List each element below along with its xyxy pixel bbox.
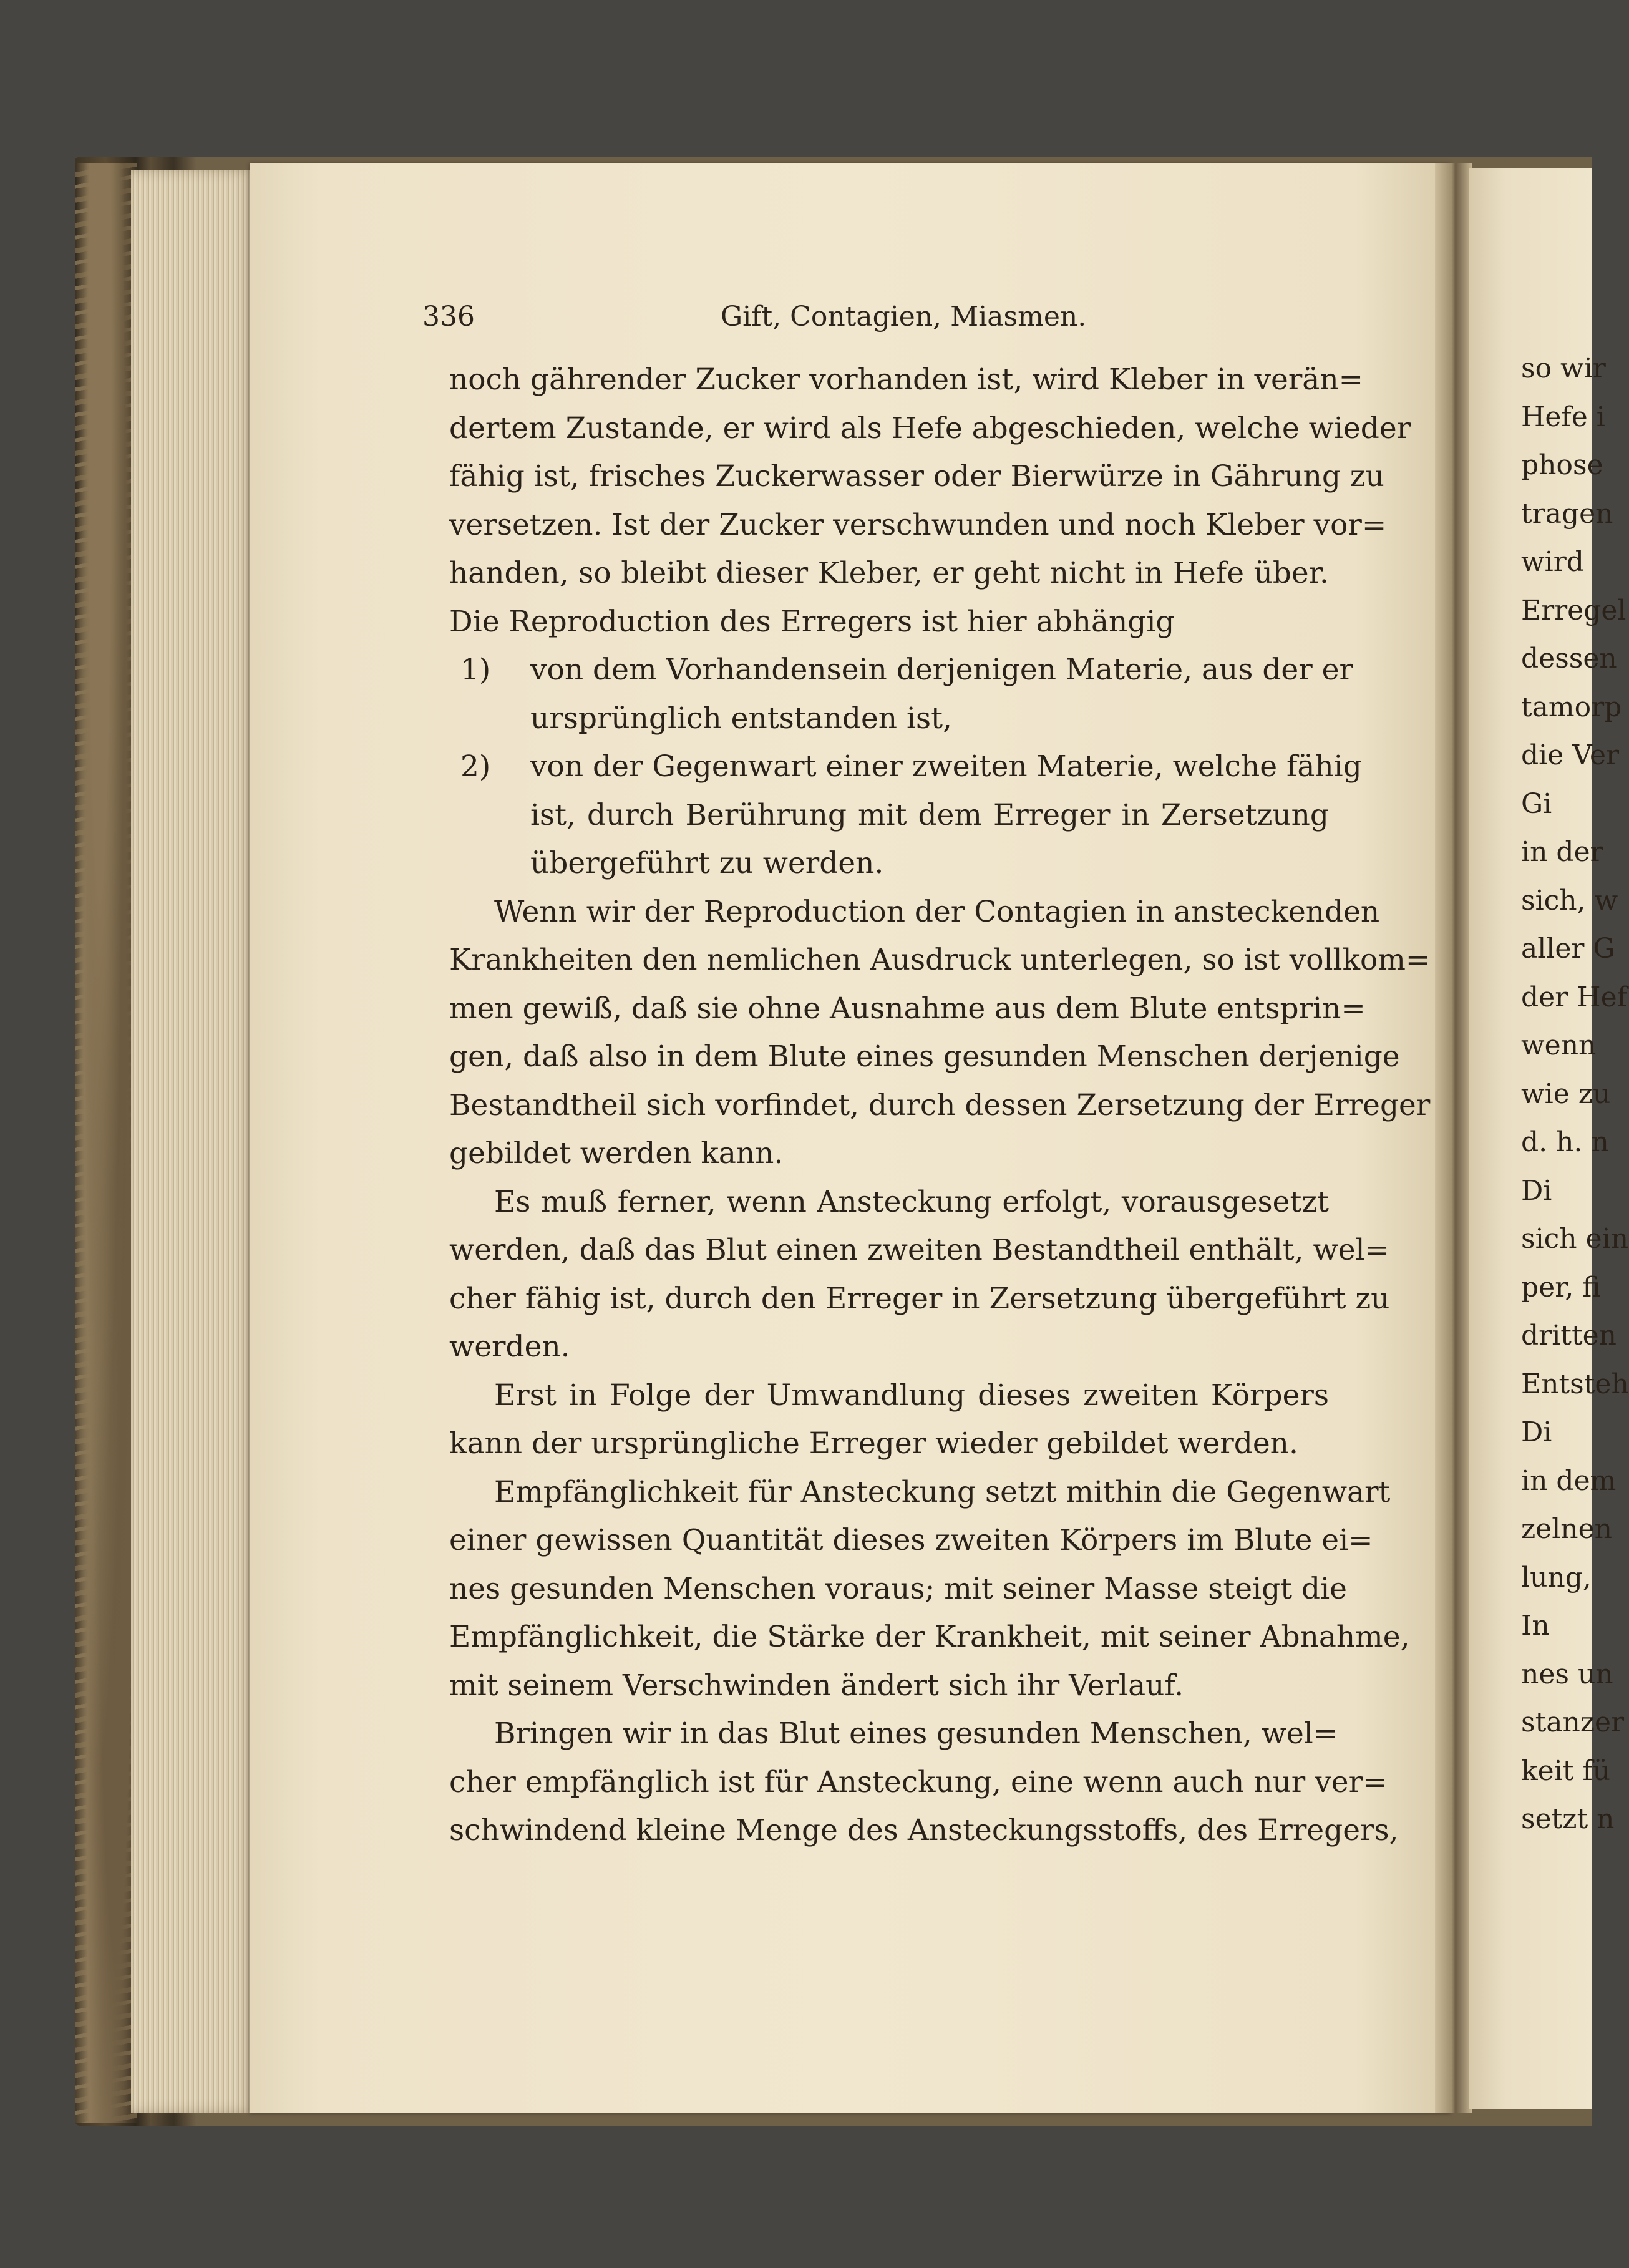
right-page-line: Erregel [1521, 594, 1627, 626]
line-text: ursprünglich entstanden ist, [530, 701, 952, 736]
text-line [449, 1275, 1390, 1323]
line-text: von der Gegenwart einer zweiten Materie, welche fähig [530, 749, 1362, 784]
text-line [449, 404, 1411, 453]
right-page-line: sich ein [1521, 1223, 1629, 1255]
marbled-edge [75, 163, 137, 2123]
line-text: schwindend kleine Menge des Ansteckungsstoffs, des Erregers, [449, 1813, 1399, 1847]
list-number: 2) [460, 749, 491, 784]
text-line [449, 356, 1363, 404]
right-page-line: Hefe i [1521, 401, 1605, 433]
right-page-line: stanzer [1521, 1706, 1625, 1738]
right-page-line: nes un [1521, 1658, 1613, 1690]
page-stack-edges [131, 170, 256, 2113]
right-page-line: sich, w [1521, 884, 1618, 917]
line-text: Wenn wir der Reproduction der Contagien in ansteckenden [494, 894, 1380, 929]
line-text: fähig ist, frisches Zuckerwasser oder Bierwürze in Gährung zu [449, 459, 1384, 494]
line-text: men gewiß, daß sie ohne Ausnahme aus dem Blute entsprin= [449, 991, 1366, 1026]
right-page-line: dessen [1521, 643, 1617, 674]
text-line [449, 742, 1362, 791]
right-page-line: Di [1521, 1416, 1552, 1448]
text-line [449, 1662, 1329, 1710]
text-line [449, 985, 1366, 1033]
page-header [422, 301, 1340, 338]
line-text: gebildet werden kann. [449, 1136, 784, 1171]
line-text: Krankheiten den nemlichen Ausdruck unterlegen, so ist vollkom= [449, 943, 1431, 977]
right-page-line: keit fü [1521, 1755, 1611, 1787]
right-page-line: in dem [1521, 1464, 1617, 1497]
right-page-line: wird [1521, 546, 1584, 578]
line-text: Die Reproduction des Erregers ist hier abhängig [449, 604, 1175, 639]
line-text: mit seinem Verschwinden ändert sich ihr Verlauf. [449, 1668, 1184, 1703]
line-text: handen, so bleibt dieser Kleber, er geht nicht in Hefe über. [449, 556, 1329, 590]
right-page-line: lung, [1521, 1561, 1592, 1594]
line-text: Es muß ferner, wenn Ansteckung erfolgt, vorausgesetzt [494, 1184, 1329, 1219]
text-line [449, 1516, 1373, 1565]
text-line [449, 1129, 1329, 1178]
right-page-line: tamorp [1521, 691, 1622, 723]
line-text: versetzen. Ist der Zucker verschwunden und noch Kleber vor= [449, 507, 1387, 542]
text-line [449, 791, 1329, 840]
right-page-line: die Ver [1521, 739, 1620, 771]
text-line [449, 1371, 1329, 1420]
text-line [449, 501, 1387, 550]
line-text: von dem Vorhandensein derjenigen Materie, aus der er [530, 653, 1353, 687]
text-line [449, 1419, 1329, 1468]
text-line [449, 936, 1431, 985]
text-line [449, 598, 1329, 646]
right-page-line: tragen [1521, 497, 1613, 530]
right-page-line: Gi [1521, 787, 1552, 820]
line-text: dertem Zustande, er wird als Hefe abgeschieden, welche wieder [449, 411, 1411, 445]
line-text: nes gesunden Menschen voraus; mit seiner Masse steigt die [449, 1571, 1347, 1606]
right-page-line: setzt n [1521, 1803, 1615, 1835]
right-page-line: Di [1521, 1174, 1552, 1207]
line-text: ist, durch Berührung mit dem Erreger in Zersetzung [530, 797, 1329, 832]
running-title: Gift, Contagien, Miasmen. [721, 301, 1087, 333]
text-line [449, 1565, 1347, 1613]
line-text: gen, daß also in dem Blute eines gesunden Menschen derjenige [449, 1039, 1400, 1074]
line-text: Bestandtheil sich vorfindet, durch dessen Zersetzung der Erreger [449, 1088, 1431, 1122]
line-text: cher fähig ist, durch den Erreger in Zersetzung übergeführt zu [449, 1281, 1390, 1316]
right-page-line: dritten [1521, 1320, 1617, 1351]
text-line [449, 1806, 1399, 1855]
line-text: einer gewissen Quantität dieses zweiten Körpers im Blute ei= [449, 1523, 1373, 1557]
text-line [449, 839, 1329, 888]
list-number: 1) [460, 653, 491, 687]
line-text: übergeführt zu werden. [530, 846, 884, 880]
right-page-text-fragments [1521, 344, 1629, 1844]
text-line [449, 1758, 1388, 1807]
text-line [449, 1468, 1391, 1517]
right-page-line: phose [1521, 449, 1603, 481]
page-number: 336 [422, 301, 475, 333]
right-page-line: wie zu [1521, 1078, 1611, 1110]
right-page-line: Entsteh [1521, 1368, 1629, 1400]
line-text: werden, daß das Blut einen zweiten Bestandtheil enthält, wel= [449, 1233, 1389, 1267]
line-text: kann der ursprüngliche Erreger wieder gebildet werden. [449, 1426, 1298, 1461]
line-text: noch gährender Zucker vorhanden ist, wird Kleber in verän= [449, 363, 1363, 397]
line-text: cher empfänglich ist für Ansteckung, eine wenn auch nur ver= [449, 1764, 1388, 1799]
right-page-line: wenn [1521, 1029, 1597, 1061]
right-page-line: zelnen [1521, 1513, 1613, 1545]
text-line [449, 1226, 1389, 1275]
right-page-line: der Hef [1521, 981, 1627, 1013]
body-text [449, 356, 1431, 1855]
line-text: Erst in Folge der Umwandlung dieses zweiten Körpers [494, 1378, 1329, 1413]
line-text: Empfänglichkeit, die Stärke der Krankheit, mit seiner Abnahme, [449, 1620, 1410, 1654]
right-page-line: aller G [1521, 933, 1615, 965]
right-page-line: d. h. n [1521, 1126, 1609, 1158]
right-page-line: per, fi [1521, 1271, 1601, 1303]
right-page-line: in der [1521, 836, 1603, 868]
text-line [449, 888, 1380, 937]
right-page-line: In [1521, 1610, 1550, 1642]
line-text: Bringen wir in das Blut eines gesunden Menschen, wel= [494, 1716, 1338, 1751]
text-line [449, 646, 1353, 694]
text-line [449, 1178, 1329, 1227]
text-line [449, 1710, 1338, 1758]
right-page-line: so wir [1521, 353, 1606, 384]
text-line [449, 452, 1384, 501]
text-line [449, 1613, 1410, 1662]
text-line [449, 549, 1329, 598]
book-gutter [1435, 163, 1472, 2113]
text-line [449, 1323, 1329, 1371]
text-line [449, 1033, 1400, 1081]
text-line [449, 1081, 1431, 1130]
line-text: Empfänglichkeit für Ansteckung setzt mithin die Gegenwart [494, 1474, 1391, 1509]
text-line [449, 694, 1329, 743]
line-text: werden. [449, 1330, 570, 1364]
